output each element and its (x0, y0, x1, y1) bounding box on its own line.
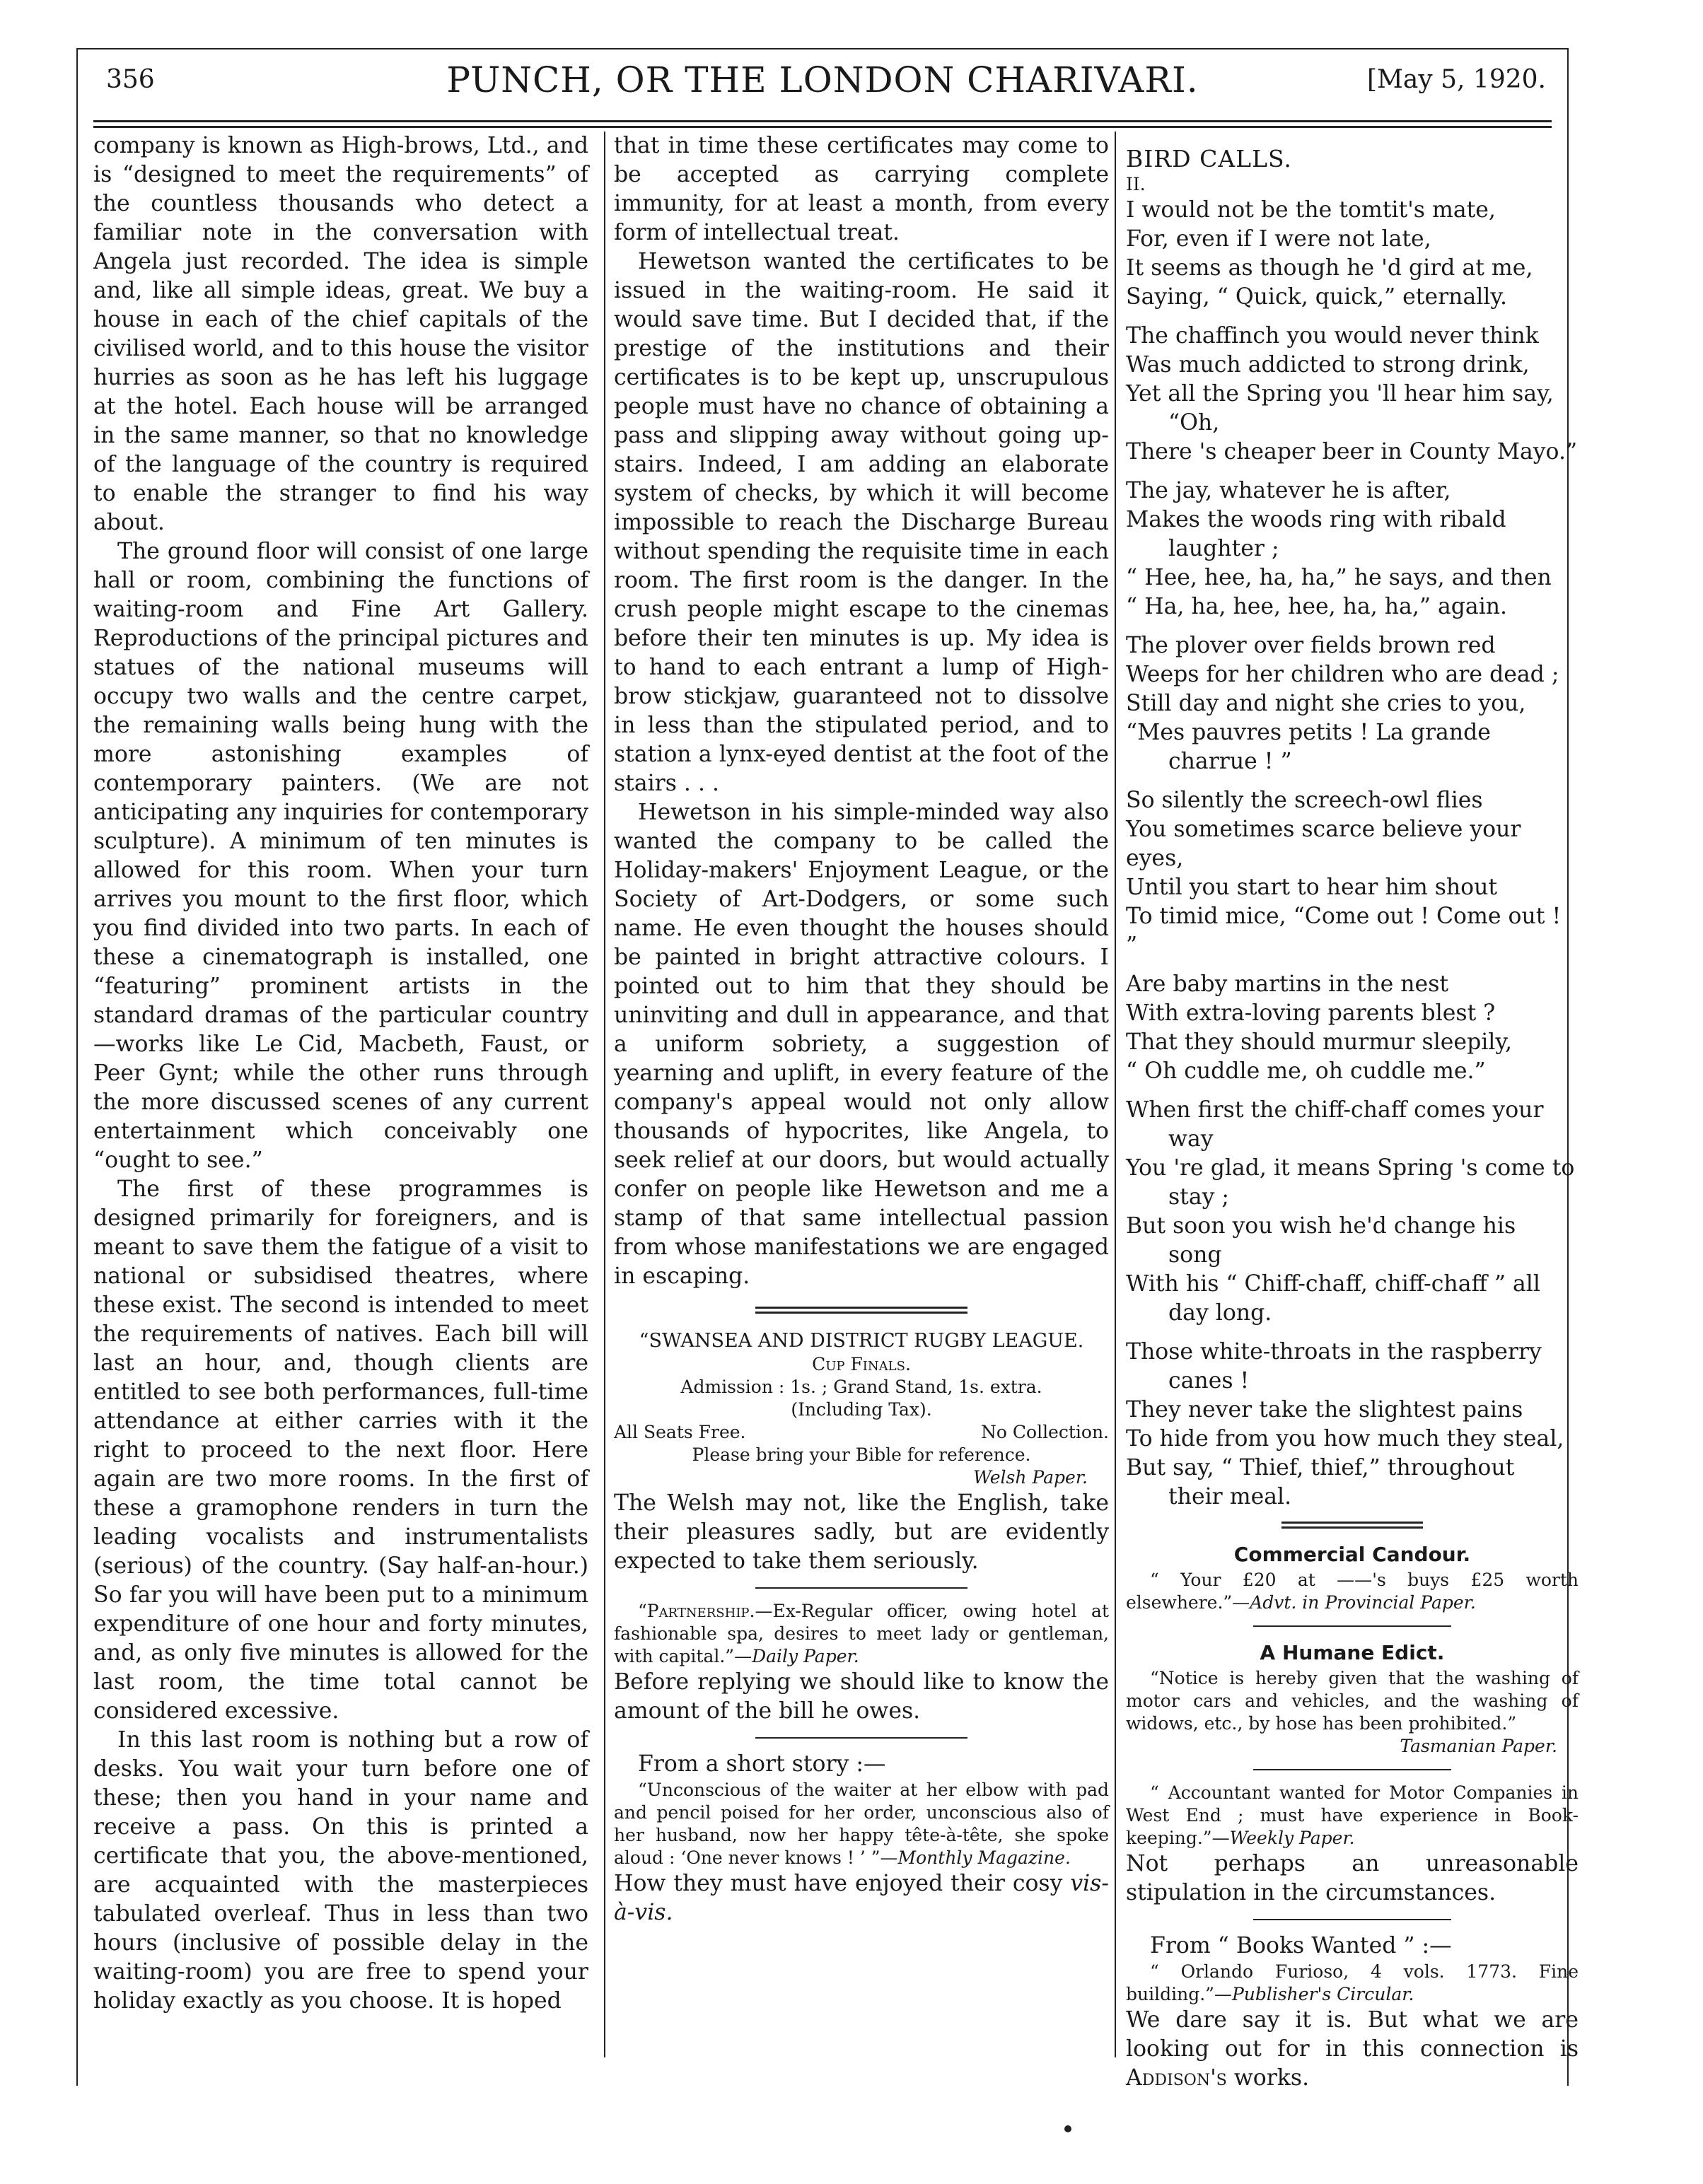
item-quote: “ Orlando Furioso, 4 vols. 1773. Fine building.”— (1126, 1961, 1579, 2004)
poem-line: way (1168, 1126, 1214, 1152)
poem-stanza (1126, 631, 1579, 776)
poem-line: But soon you wish he'd change his (1126, 1213, 1516, 1239)
poem-line: There 's cheaper beer in County Mayo.” (1126, 439, 1578, 465)
poem-title: BIRD CALLS. (1126, 145, 1292, 173)
paragraph: Hewetson wanted the certificates to be issued in the waiting-room. He said it would save time. But I decided that, if the prestige of the institutions and their certificates is to be kept up, unscrupulous people must have no chance of obtaining a pass and slipping away without going up-stairs. Indeed, I am adding an elaborate system of checks, by which it will become impossible to reach the Discharge Bureau without spending the requisite time in each room. The first room is the danger. In the crush people might escape to the cinemas before their ten minutes is up. My idea is to hand to each entrant a lump of High-brow stickjaw, guaranteed not to dissolve in less than the stipulated period, and to station a lynx-eyed dentist at the foot of the stairs . . . (614, 249, 1109, 796)
poem-line: “Mes pauvres petits ! La grande (1126, 720, 1491, 745)
item-quote: “ Your £20 at ——'s buys £25 worth elsewhere.”— (1126, 1570, 1579, 1613)
poem-line: Are baby martins in the nest (1126, 971, 1449, 997)
notice-collection: No Collection. (981, 1422, 1109, 1442)
issue-date: [May 5, 1920. (1366, 65, 1546, 94)
paragraph: The ground floor will consist of one large hall or room, combining the functions of waiting-room and Fine Art Gallery. Reproductions of the principal pictures and statues of the national museums will occupy two walls and the centre carpet, the remaining walls being hung with the more astonishing examples of contemporary painters. (We are not anticipating any inquiries for contemporary sculpture). A minimum of ten minutes is allowed for this room. When your turn arrives you mount to the first floor, which you find divided into two parts. In each of these a cinematograph is installed, one “featuring” prominent artists in the standard dramas of the particular country—works like Le Cid, Macbeth, Faust, or Peer Gynt; while the other runs through the more discussed scenes of any current entertainment which conceivably one “ought to see.” (93, 539, 588, 1173)
notice-title: “SWANSEA AND DISTRICT RUGBY LEAGUE. (639, 1330, 1084, 1352)
poem-line: The plover over fields brown red (1126, 633, 1496, 658)
column-1 (93, 132, 588, 2057)
poem-line: day long. (1168, 1300, 1272, 1326)
poem-line: But say, “ Thief, thief,” throughout (1126, 1455, 1515, 1481)
poem-line: stay ; (1168, 1184, 1230, 1210)
poem-line: “ Hee, hee, ha, ha,” he says, and then (1126, 565, 1552, 590)
poem-line: To timid mice, “Come out ! Come out ! ” (1126, 904, 1562, 958)
poem-line: “ Ha, ha, hee, hee, ha, ha,” again. (1126, 594, 1508, 619)
divider (1281, 1522, 1423, 1529)
poem-line: They never take the slightest pains (1126, 1397, 1523, 1423)
item-lead: “Partnership. (638, 1601, 755, 1621)
poem-line: The chaffinch you would never think (1126, 323, 1539, 349)
item-text: —Ex-Regular officer, owing hotel at fashionable spa, desires to meet lady or gentleman, with capital.”— (614, 1601, 1109, 1666)
item-source: Tasmanian Paper. (1400, 1736, 1557, 1756)
item-comment-author: Addison's (1126, 2065, 1227, 2091)
poem-line: The jay, whatever he is after, (1126, 478, 1451, 503)
notice-comment: The Welsh may not, like the English, take their pleasures sadly, but are evidently expected to take them seriously. (614, 1490, 1109, 1574)
poem-bird-calls (1126, 144, 1579, 1512)
short-story-item (614, 1750, 1109, 1927)
item-heading: Commercial Candour. (1233, 1543, 1471, 1566)
page-footer-dot (1064, 2125, 1071, 2132)
item-source: Advt. in Provincial Paper. (1250, 1592, 1476, 1613)
item-comment-italic: vis-à-vis. (614, 1871, 1109, 1925)
poem-line: Yet all the Spring you 'll hear him say, (1126, 381, 1554, 407)
poem-line: With his “ Chiff-chaff, chiff-chaff ” all (1126, 1271, 1540, 1297)
poem-stanza (1126, 1338, 1579, 1512)
paragraph: company is known as High-brows, Ltd., and is “designed to meet the requirements” of the countless thousands who detect a familiar note in the conversation with Angela just recorded. The idea is simple and, like all simple ideas, great. We buy a house in each of the chief capitals of the civilised world, and to this house the visitor hurries as soon as he has left his luggage at the hotel. Each house will be arranged in the same manner, so that no knowledge of the language of the country is required to enable the stranger to find his way about. (93, 133, 588, 535)
notice-tax: (Including Tax). (791, 1399, 932, 1420)
item-quote: “Unconscious of the waiter at her elbow with pad and pencil poised for her order, unconscious also of her husband, now her happy tête-à-tête, she spoke aloud : ‘One never knows ! ’ ”— (614, 1780, 1109, 1868)
notice-seats: All Seats Free. (614, 1422, 746, 1442)
accountant-item (1126, 1782, 1579, 1908)
divider (1253, 1625, 1451, 1627)
poem-number: II. (1126, 174, 1146, 194)
item-source: Publisher's Circular. (1231, 1984, 1414, 2004)
poem-line: Until you start to hear him shout (1126, 875, 1498, 900)
paragraph: that in time these certificates may come to be accepted as carrying complete immunity, for at least a month, from every form of intellectual treat. (614, 133, 1109, 245)
paragraph: Hewetson in his simple-minded way also wanted the company to be called the Holiday-makers' Enjoyment League, or the Society of Art-Dodgers, or some such name. He even thought the houses should be painted in bright attractive colours. I pointed out to him that they should be uninviting and dull in appearance, and that a uniform sobriety, a suggestion of yearning and uplift, in every feature of the company's appeal would not only allow thousands of hypocrites, like Angela, to seek relief at our doors, but would actually confer on people like Hewetson and me a stamp of that same intellectual passion from whose manifestations we are engaged in escaping. (614, 800, 1109, 1289)
poem-line: Makes the woods ring with ribald (1126, 507, 1506, 532)
poem-line: charrue ! ” (1168, 749, 1292, 774)
header-rule (93, 120, 1552, 128)
poem-line: song (1168, 1242, 1222, 1268)
poem-line: Weeps for her children who are dead ; (1126, 662, 1559, 687)
poem-line: With extra-loving parents blest ? (1126, 1000, 1496, 1026)
item-source: Weekly Paper. (1229, 1828, 1355, 1848)
notice-admission: Admission : 1s. ; Grand Stand, 1s. extra. (680, 1377, 1042, 1397)
poem-stanza (1126, 970, 1579, 1086)
poem-line: Saying, “ Quick, quick,” eternally. (1126, 284, 1507, 310)
swansea-notice (614, 1329, 1109, 1576)
poem-line: I would not be the tomtit's mate, (1126, 197, 1496, 223)
notice-subtitle: Cup Finals. (812, 1354, 911, 1374)
poem-line: “Oh, (1168, 410, 1220, 436)
item-source: Monthly Magazine. (897, 1847, 1071, 1868)
page (76, 48, 1579, 2091)
item-comment-end: works. (1226, 2065, 1310, 2091)
poem-line: So silently the screech-owl flies (1126, 788, 1483, 813)
divider (755, 1737, 967, 1739)
poem-stanza (1126, 196, 1579, 312)
poem-stanza (1126, 786, 1579, 960)
column-3 (1115, 132, 1579, 2091)
poem-line: their meal. (1168, 1484, 1292, 1509)
divider (1253, 1919, 1451, 1920)
poem-stanza (1126, 1096, 1579, 1328)
paragraph: The first of these programmes is designed primarily for foreigners, and is meant to save them the fatigue of a visit to national or subsidised theatres, where these exist. The second is intended to meet the requirements of natives. Each bill will last an hour, and, though clients are entitled to see both performances, full-time attendance at either carries with it the right to proceed to the next floor. Here again are two more rooms. In the first of these a gramophone renders in turn the leading vocalists and instrumentalists (serious) of the country. (Say half-an-hour.) So far you will have been put to a minimum expenditure of one hour and forty minutes, and, as only five minutes is allowed for the last room, the time total cannot be considered excessive. (93, 1176, 588, 1724)
poem-line: Was much addicted to strong drink, (1126, 352, 1530, 378)
notice-bible: Please bring your Bible for reference. (692, 1444, 1031, 1465)
item-heading: From a short story :— (638, 1751, 886, 1777)
poem-line: For, even if I were not late, (1126, 226, 1431, 252)
page-title: PUNCH, OR THE LONDON CHARIVARI. (446, 59, 1199, 100)
divider (1253, 1769, 1451, 1770)
item-heading: A Humane Edict. (1260, 1641, 1445, 1664)
item-quote: “ Accountant wanted for Motor Companies in West End ; must have experience in Book-keeping.”— (1126, 1782, 1579, 1848)
item-comment: We dare say it is. But what we are looking out for in this connection is (1126, 2007, 1579, 2062)
paragraph: In this last room is nothing but a row of desks. You wait your turn before one of these; then you hand in your name and receive a pass. On this is printed a certificate that you, the above-mentioned, are acquainted with the masterpieces tabulated overleaf. Thus in less than two hours (inclusive of possible delay in the waiting-room) you are free to spend your holiday exactly as you choose. It is hoped (93, 1727, 588, 2014)
humane-edict-item (1126, 1638, 1579, 1758)
poem-line: You 're glad, it means Spring 's come to (1126, 1155, 1575, 1181)
poem-line: “ Oh cuddle me, oh cuddle me.” (1126, 1058, 1486, 1084)
notice-source: Welsh Paper. (973, 1467, 1088, 1488)
poem-stanza (1126, 477, 1579, 621)
page-number: 356 (106, 65, 155, 94)
poem-stanzas (1126, 196, 1579, 1512)
poem-line: That they should murmur sleepily, (1126, 1029, 1513, 1055)
column-2 (604, 132, 1109, 2057)
partnership-item (614, 1600, 1109, 1726)
commercial-candour-item (1126, 1540, 1579, 1614)
item-source: Daily Paper. (752, 1646, 859, 1666)
poem-line: It seems as though he 'd gird at me, (1126, 255, 1533, 281)
divider (755, 1307, 967, 1314)
item-comment: How they must have enjoyed their cosy (614, 1871, 1071, 1896)
poem-stanza (1126, 322, 1579, 467)
books-wanted-item (1126, 1932, 1579, 2093)
poem-line: canes ! (1168, 1368, 1250, 1394)
poem-line: Those white-throats in the raspberry (1126, 1339, 1542, 1365)
columns (93, 132, 1579, 2091)
poem-line: To hide from you how much they steal, (1126, 1426, 1564, 1452)
item-comment: Not perhaps an unreasonable stipulation in the circumstances. (1126, 1851, 1579, 1905)
divider (755, 1587, 967, 1589)
item-comment: Before replying we should like to know the amount of the bill he owes. (614, 1669, 1109, 1724)
notice-seats-row (614, 1421, 1109, 1444)
page-header (78, 49, 1567, 126)
item-quote: “Notice is hereby given that the washing of motor cars and vehicles, and the washing of widows, etc., by hose has been prohibited.” (1126, 1668, 1579, 1734)
poem-line: When first the chiff-chaff comes your (1126, 1097, 1544, 1123)
item-heading: From “ Books Wanted ” :— (1150, 1933, 1452, 1958)
poem-line: Still day and night she cries to you, (1126, 691, 1526, 716)
poem-line: You sometimes scarce believe your eyes, (1126, 817, 1521, 871)
poem-line: laughter ; (1168, 536, 1279, 561)
